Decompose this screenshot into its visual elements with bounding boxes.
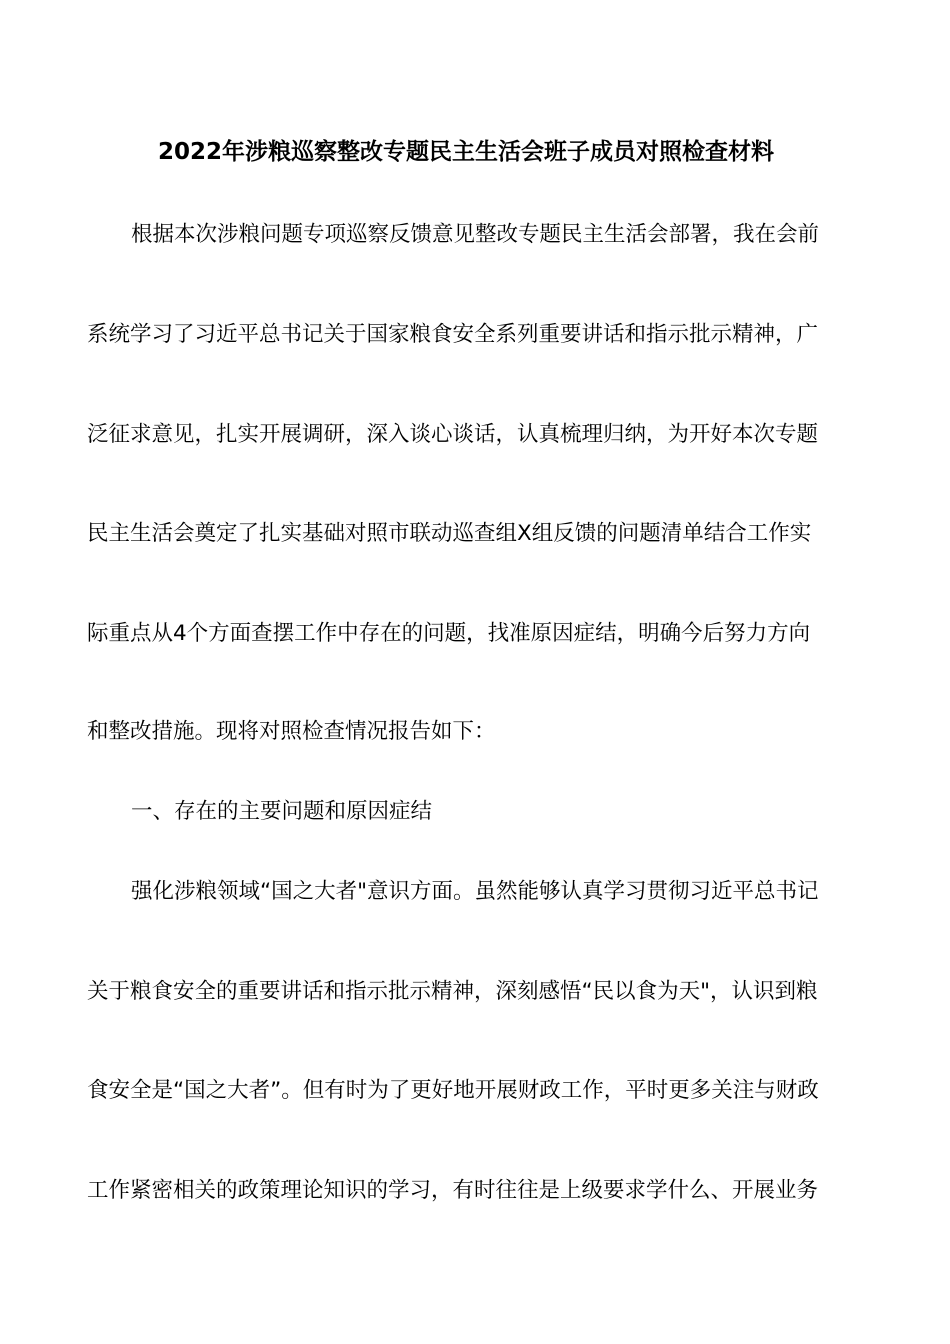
paragraph-line: 系统学习了习近平总书记关于国家粮食安全系列重要讲话和指示批示精神，广 bbox=[87, 322, 819, 347]
document-title: 2022年涉粮巡察整改专题民主生活会班子成员对照检查材料 bbox=[158, 139, 775, 165]
paragraph-line: 工作紧密相关的政策理论知识的学习，有时往往是上级要求学什么、开展业务 bbox=[87, 1178, 819, 1203]
paragraph-line: 民主生活会奠定了扎实基础对照市联动巡查组X组反馈的问题清单结合工作实 bbox=[87, 521, 812, 546]
paragraph-line: 强化涉粮领域“国之大者"意识方面。虽然能够认真学习贯彻习近平总书记 bbox=[131, 879, 819, 904]
paragraph-line: 食安全是“国之大者”。但有时为了更好地开展财政工作，平时更多关注与财政 bbox=[87, 1078, 819, 1103]
paragraph-line: 根据本次涉粮问题专项巡察反馈意见整改专题民主生活会部署，我在会前 bbox=[131, 222, 820, 247]
section-heading: 一、存在的主要问题和原因症结 bbox=[131, 799, 433, 824]
paragraph-line: 和整改措施。现将对照检查情况报告如下： bbox=[87, 719, 496, 744]
paragraph-line: 泛征求意见，扎实开展调研，深入谈心谈话，认真梳理归纳，为开好本次专题 bbox=[87, 422, 819, 447]
paragraph-line: 际重点从4个方面查摆工作中存在的问题，找准原因症结，明确今后努力方向 bbox=[87, 621, 811, 646]
paragraph-line: 关于粮食安全的重要讲话和指示批示精神，深刻感悟“民以食为天"，认识到粮 bbox=[87, 979, 818, 1004]
